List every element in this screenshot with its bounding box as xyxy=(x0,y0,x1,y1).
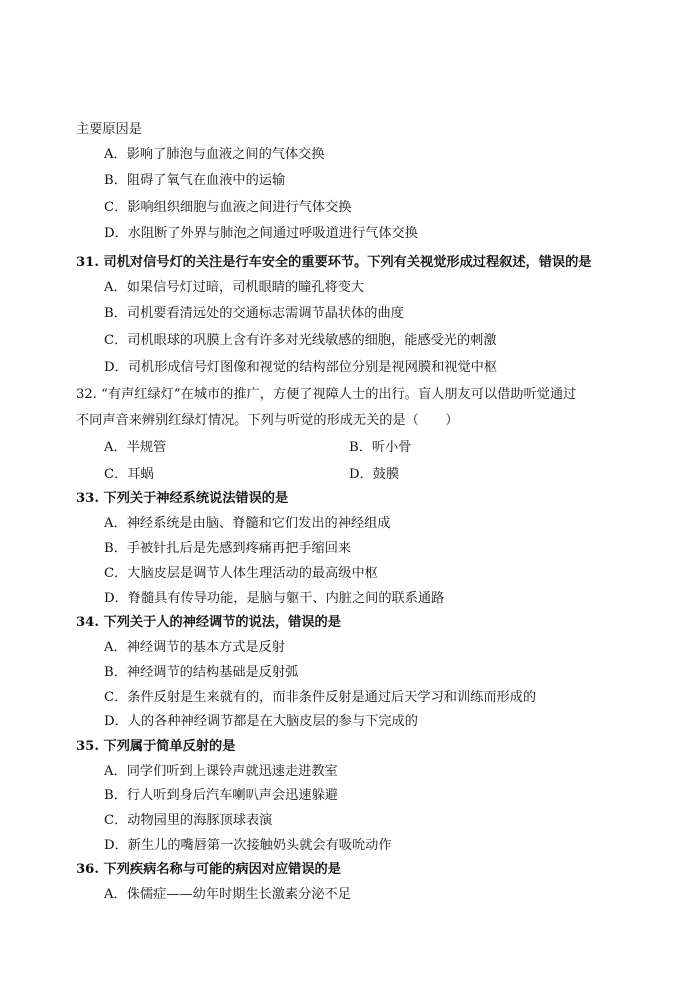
q30-option-b: B．阻碍了氧气在血液中的运输 xyxy=(104,173,286,188)
q31-stem: 31. 司机对信号灯的关注是行车安全的重要环节。下列有关视觉形成过程叙述，错误的是 xyxy=(76,255,592,270)
q32-option-c: C．耳蜗 xyxy=(104,467,154,482)
q32-option-d: D．鼓膜 xyxy=(349,467,400,482)
q34-option-b: B．神经调节的结构基础是反射弧 xyxy=(104,665,299,680)
q33-option-c: C．大脑皮层是调节人体生理活动的最高级中枢 xyxy=(104,566,378,581)
q30-option-d: D．水阻断了外界与肺泡之间通过呼吸道进行气体交换 xyxy=(104,226,418,241)
q31-option-b: B．司机要看清远处的交通标志需调节晶状体的曲度 xyxy=(104,306,404,321)
q35-option-d: D．新生儿的嘴唇第一次接触奶头就会有吸吮动作 xyxy=(104,838,392,853)
q34-stem: 34. 下列关于人的神经调节的说法，错误的是 xyxy=(76,615,341,630)
q31-option-d: D．司机形成信号灯图像和视觉的结构部位分别是视网膜和视觉中枢 xyxy=(104,360,498,375)
q36-option-a: A．侏儒症——幼年时期生长激素分泌不足 xyxy=(104,887,351,902)
q34-option-c: C．条件反射是生来就有的，而非条件反射是通过后天学习和训练而形成的 xyxy=(104,690,537,705)
q35-option-a: A．同学们听到上课铃声就迅速走进教室 xyxy=(104,764,338,779)
q30-option-c: C．影响组织细胞与血液之间进行气体交换 xyxy=(104,200,352,215)
q33-option-b: B．手被针扎后是先感到疼痛再把手缩回来 xyxy=(104,541,352,556)
q31-option-a: A．如果信号灯过暗，司机眼睛的瞳孔将变大 xyxy=(104,280,365,295)
continuation-text: 主要原因是 xyxy=(76,122,142,137)
q32-option-b: B．听小骨 xyxy=(349,440,412,455)
q32-stem-line2: 不同声音来辨别红绿灯情况。下列与听觉的形成无关的是（ ） xyxy=(76,413,459,428)
q32-option-a: A．半规管 xyxy=(104,440,167,455)
q33-option-d: D．脊髓具有传导功能，是脑与躯干、内脏之间的联系通路 xyxy=(104,591,445,606)
q33-stem: 33. 下列关于神经系统说法错误的是 xyxy=(76,491,289,506)
q35-option-b: B．行人听到身后汽车喇叭声会迅速躲避 xyxy=(104,788,338,803)
q30-option-a: A．影响了肺泡与血液之间的气体交换 xyxy=(104,147,325,162)
q35-option-c: C．动物园里的海豚顶球表演 xyxy=(104,813,273,828)
q33-option-a: A．神经系统是由脑、脊髓和它们发出的神经组成 xyxy=(104,516,391,531)
q34-option-d: D．人的各种神经调节都是在大脑皮层的参与下完成的 xyxy=(104,714,418,729)
q31-option-c: C．司机眼球的巩膜上含有许多对光线敏感的细胞，能感受光的刺激 xyxy=(104,333,497,348)
q35-stem: 35. 下列属于简单反射的是 xyxy=(76,739,236,754)
q36-stem: 36. 下列疾病名称与可能的病因对应错误的是 xyxy=(76,862,341,877)
q34-option-a: A．神经调节的基本方式是反射 xyxy=(104,640,285,655)
q32-stem-line1: 32. “有声红绿灯”在城市的推广，方便了视障人士的出行。盲人朋友可以借助听觉通过 xyxy=(76,387,577,402)
